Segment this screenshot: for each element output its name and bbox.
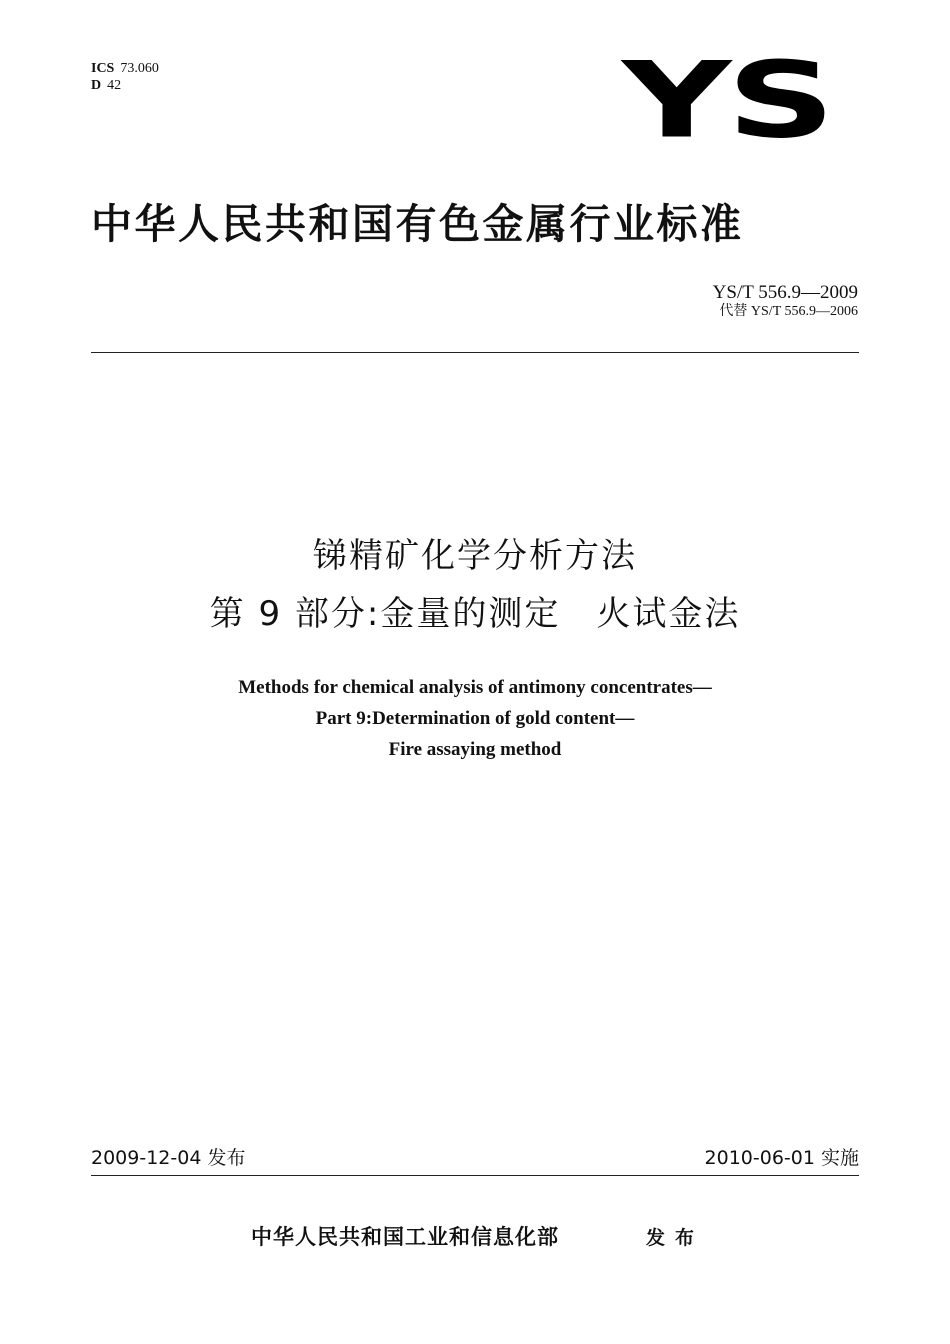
chinese-title-line-2: 第 9 部分:金量的测定 火试金法	[209, 594, 741, 634]
ys-logo: YS	[622, 39, 831, 162]
standard-code: YS/T 556.9—2009	[712, 282, 858, 303]
implementation-date: 2010-06-01 实施	[704, 1147, 859, 1169]
classification-block	[91, 60, 159, 94]
ccs-row	[91, 77, 159, 94]
publisher-name: 中华人民共和国工业和信息化部	[251, 1225, 559, 1249]
ccs-code: 42	[107, 78, 122, 93]
header-divider	[91, 352, 859, 353]
english-title-line-1: Methods for chemical analysis of antimony concentrates—	[238, 677, 712, 698]
ics-label: ICS	[91, 61, 115, 76]
ccs-label: D	[91, 78, 102, 93]
standard-replaces: 代替 YS/T 556.9—2006	[719, 304, 858, 319]
issue-date: 2009-12-04 发布	[91, 1147, 246, 1169]
english-title-line-3: Fire assaying method	[388, 739, 562, 760]
publish-label: 发布	[646, 1227, 705, 1249]
org-title: 中华人民共和国有色金属行业标准	[91, 200, 744, 248]
english-title-line-2: Part 9:Determination of gold content—	[315, 708, 635, 729]
footer-divider	[91, 1175, 859, 1176]
ics-row	[91, 60, 159, 77]
chinese-title-line-1: 锑精矿化学分析方法	[313, 536, 637, 576]
ics-code: 73.060	[120, 61, 159, 76]
